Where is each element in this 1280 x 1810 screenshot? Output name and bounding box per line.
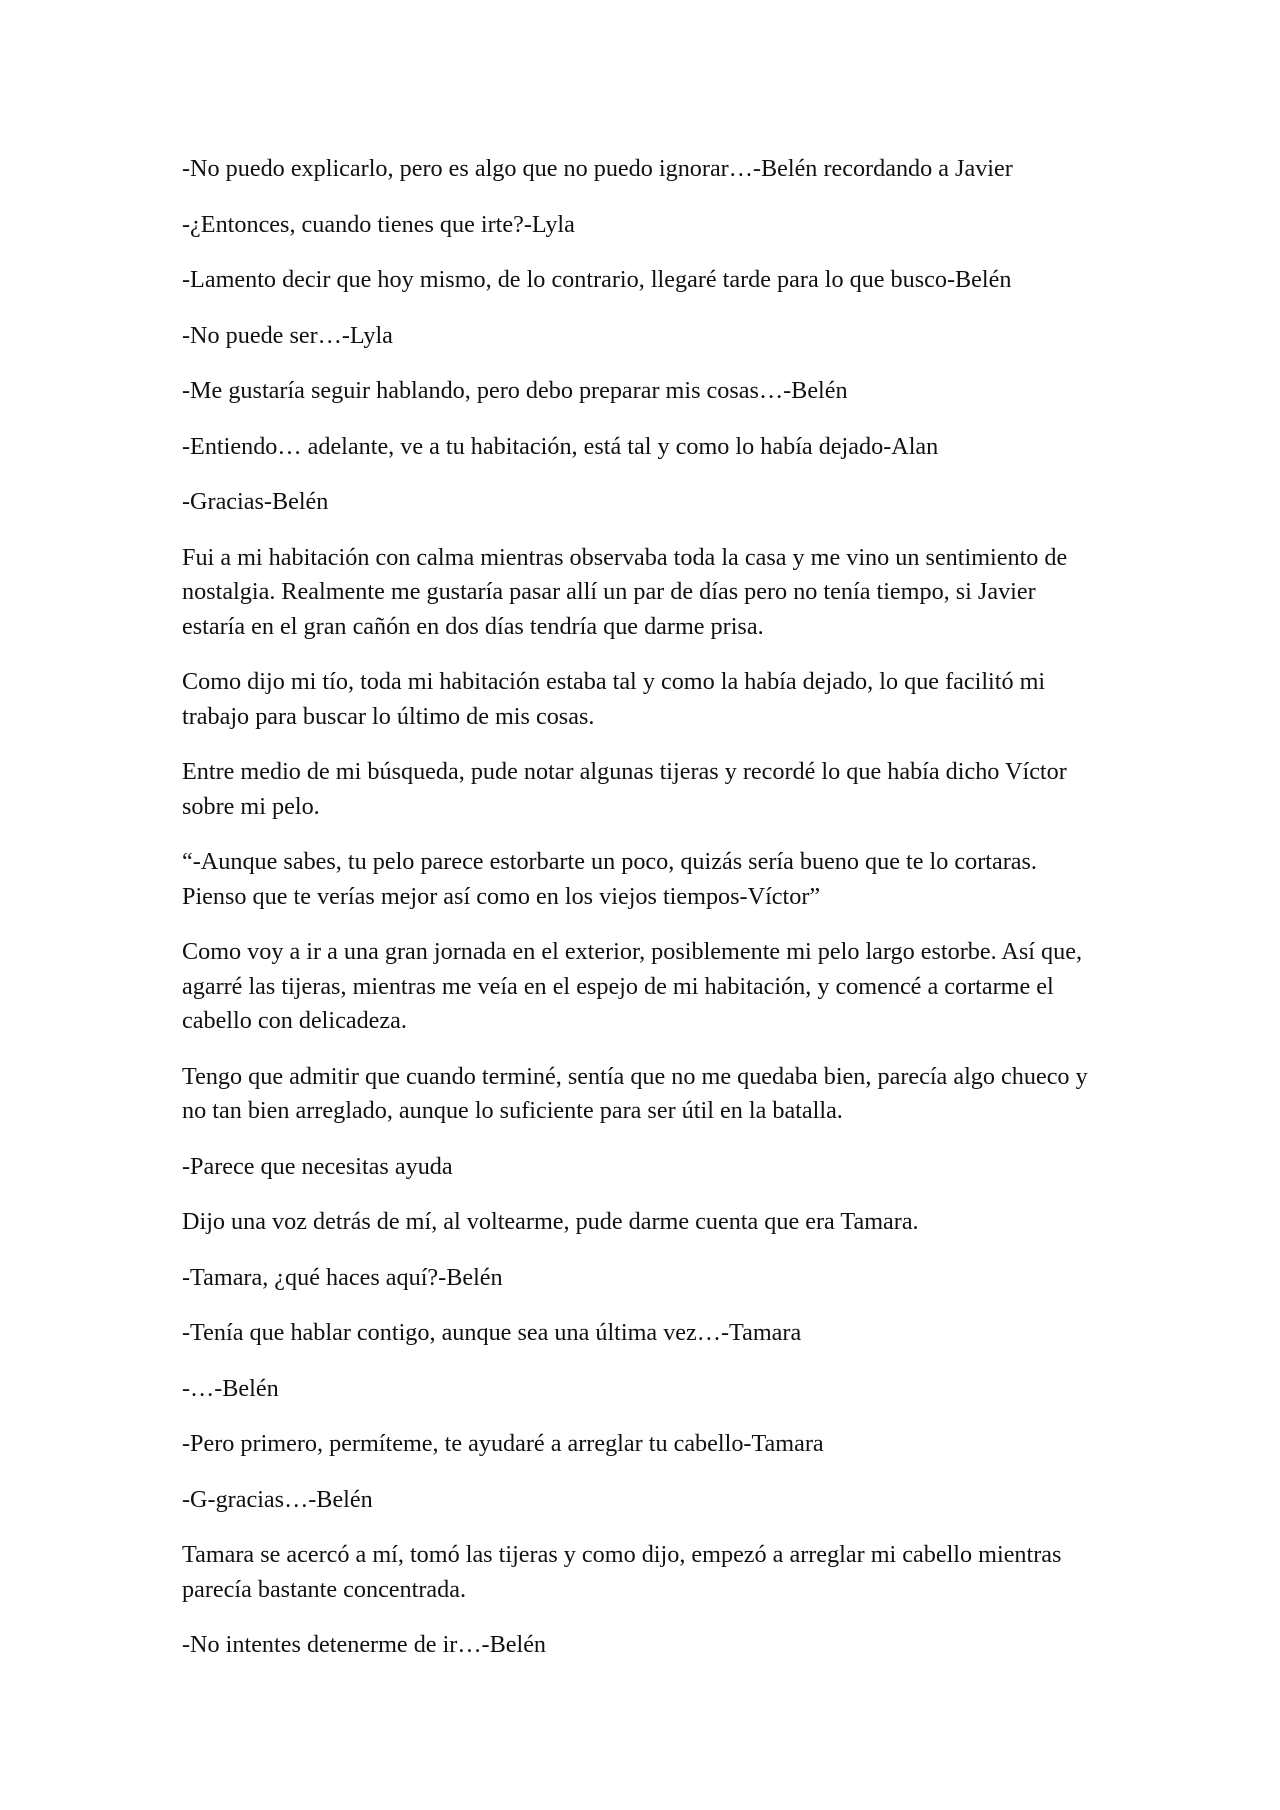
paragraph: Fui a mi habitación con calma mientras observaba toda la casa y me vino un sentimiento de nostalgia. Realmente me gustaría pasar allí un par de días pero no tenía tiempo, si Javier estaría en el gran cañón en dos días tendría que darme prisa. bbox=[182, 543, 1068, 640]
paragraph: -Gracias-Belén bbox=[182, 488, 329, 515]
paragraph: Como dijo mi tío, toda mi habitación estaba tal y como la había dejado, lo que facilitó mi trabajo para buscar lo último de mis cosas. bbox=[182, 668, 1046, 730]
paragraph: -No puedo explicarlo, pero es algo que no puedo ignorar…-Belén recordando a Javier bbox=[182, 155, 1013, 182]
paragraph: -…-Belén bbox=[182, 1374, 279, 1402]
paragraph: “-Aunque sabes, tu pelo parece estorbarte un poco, quizás sería bueno que te lo cortaras. Pienso que te verías mejor así como en los viejos tiempos-Víctor” bbox=[182, 848, 1037, 910]
paragraph: -Me gustaría seguir hablando, pero debo preparar mis cosas…-Belén bbox=[182, 377, 848, 404]
paragraph: -Tamara, ¿qué haces aquí?-Belén bbox=[182, 1263, 503, 1291]
paragraph: Tengo que admitir que cuando terminé, sentía que no me quedaba bien, parecía algo chueco y no tan bien arreglado, aunque lo suficiente para ser útil en la batalla. bbox=[182, 1062, 1088, 1124]
paragraph: Como voy a ir a una gran jornada en el exterior, posiblemente mi pelo largo estorbe. Así que, agarré las tijeras, mientras me veía en el espejo de mi habitación, y comencé a cortarme el cabello con delicadeza. bbox=[182, 938, 1082, 1034]
paragraph: Dijo una voz detrás de mí, al voltearme, pude darme cuenta que era Tamara. bbox=[182, 1208, 919, 1235]
document-body bbox=[182, 152, 1102, 1684]
paragraph: -¿Entonces, cuando tienes que irte?-Lyla bbox=[182, 210, 575, 238]
paragraph: -Tenía que hablar contigo, aunque sea una última vez…-Tamara bbox=[182, 1319, 802, 1346]
paragraph: Tamara se acercó a mí, tomó las tijeras y como dijo, empezó a arreglar mi cabello mientras parecía bastante concentrada. bbox=[182, 1541, 1062, 1603]
paragraph: -G-gracias…-Belén bbox=[182, 1485, 373, 1513]
paragraph: -Parece que necesitas ayuda bbox=[182, 1152, 453, 1180]
paragraph: -No intentes detenerme de ir…-Belén bbox=[182, 1631, 547, 1658]
paragraph: Entre medio de mi búsqueda, pude notar algunas tijeras y recordé lo que había dicho Víctor sobre mi pelo. bbox=[182, 758, 1067, 820]
paragraph: -No puede ser…-Lyla bbox=[182, 321, 393, 349]
paragraph: -Lamento decir que hoy mismo, de lo contrario, llegaré tarde para lo que busco-Belén bbox=[182, 266, 1012, 293]
paragraph: -Pero primero, permíteme, te ayudaré a arreglar tu cabello-Tamara bbox=[182, 1430, 824, 1457]
paragraph: -Entiendo… adelante, ve a tu habitación, está tal y como lo había dejado-Alan bbox=[182, 432, 939, 460]
